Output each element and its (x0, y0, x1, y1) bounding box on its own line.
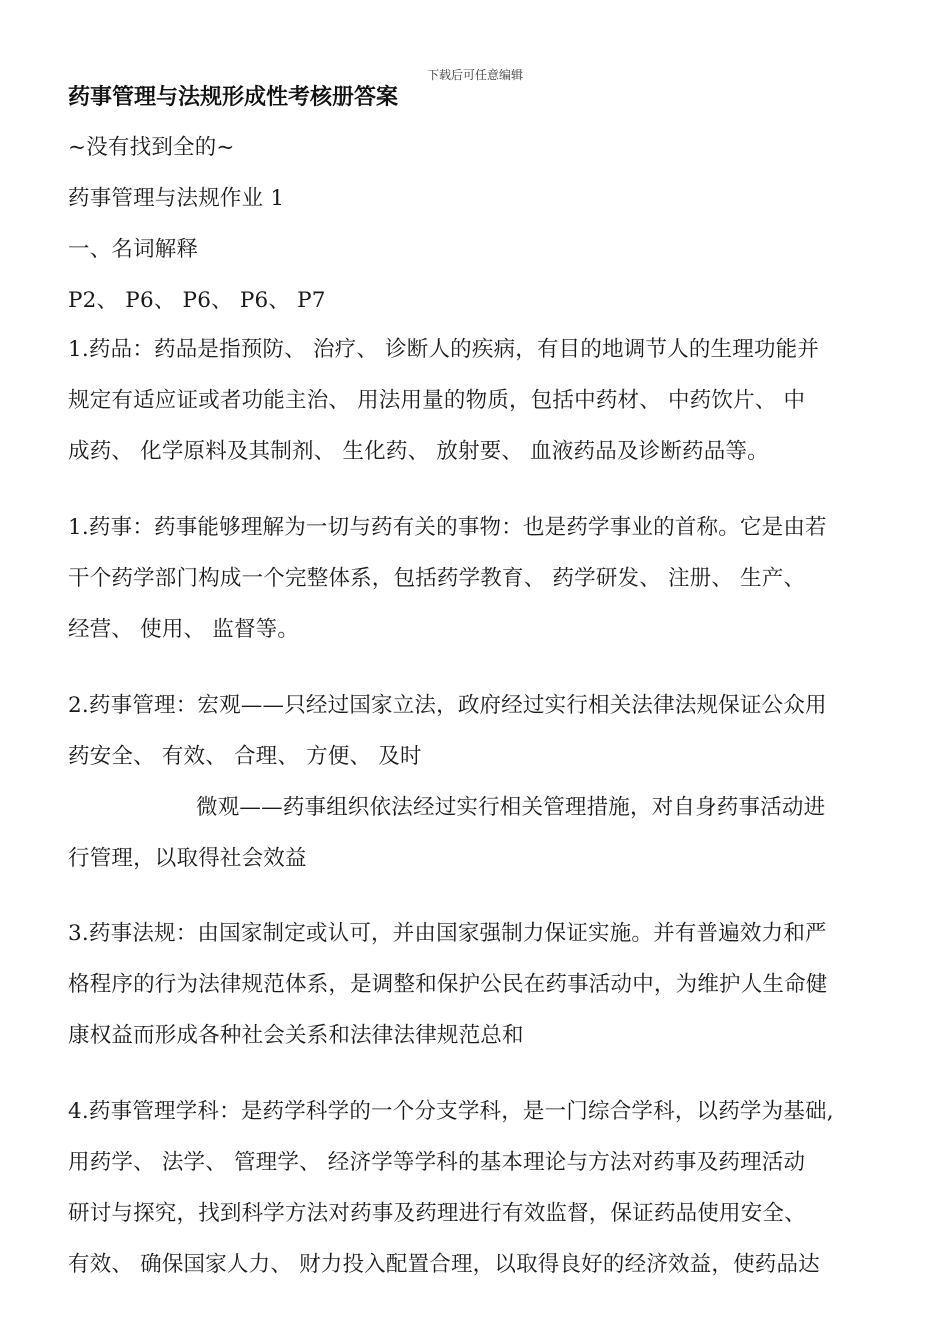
body-line: 成药、 化学原料及其制剂、 生化药、 放射要、 血液药品及诊断药品等。 (68, 439, 769, 464)
body-line: 1.药品：药品是指预防、 治疗、 诊断人的疾病，有目的地调节人的生理功能并 (68, 337, 820, 362)
body-line: 经营、 使用、 监督等。 (68, 617, 300, 642)
body-line: 3.药事法规：由国家制定或认可，并由国家强制力保证实施。并有普遍效力和严 (68, 921, 827, 946)
body-line: 1.药事：药事能够理解为一切与药有关的事物：也是药学事业的首称。它是由若 (68, 515, 827, 540)
body-line: 行管理，以取得社会效益 (68, 846, 307, 871)
section-title: 药事管理与法规作业 1 (68, 186, 285, 211)
body-line: 用药学、 法学、 管理学、 经济学等学科的基本理论与方法对药事及药理活动 (68, 1150, 806, 1175)
page-references: P2、 P6、 P6、 P6、 P7 (68, 288, 326, 313)
body-line: 研讨与探究，找到科学方法对药事及药理进行有效监督，保证药品使用安全、 (68, 1201, 806, 1226)
part-heading: 一、名词解释 (68, 237, 199, 262)
header-note: 下载后可任意编辑 (426, 68, 523, 82)
body-line: 药安全、 有效、 合理、 方便、 及时 (68, 744, 422, 769)
body-line: 有效、 确保国家人力、 财力投入配置合理，以取得良好的经济效益，使药品达 (68, 1252, 820, 1277)
body-line: 格程序的行为法律规范体系，是调整和保护公民在药事活动中，为维护人生命健 (68, 972, 828, 997)
body-line: 康权益而形成各种社会关系和法律法律规范总和 (68, 1023, 524, 1048)
body-line: 4.药事管理学科：是药学科学的一个分支学科，是一门综合学科，以药学为基础, (68, 1099, 834, 1124)
body-line: 干个药学部门构成一个完整体系，包括药学教育、 药学研发、 注册、 生产、 (68, 566, 806, 591)
body-line: 微观——药事组织依法经过实行相关管理措施，对自身药事活动进 (196, 795, 826, 820)
document-title: 药事管理与法规形成性考核册答案 (68, 85, 399, 110)
note-line: ~没有找到全的~ (68, 135, 235, 160)
body-line: 2.药事管理：宏观——只经过国家立法，政府经过实行相关法律法规保证公众用 (68, 693, 827, 718)
body-line: 规定有适应证或者功能主治、 用法用量的物质，包括中药材、 中药饮片、 中 (68, 388, 806, 413)
